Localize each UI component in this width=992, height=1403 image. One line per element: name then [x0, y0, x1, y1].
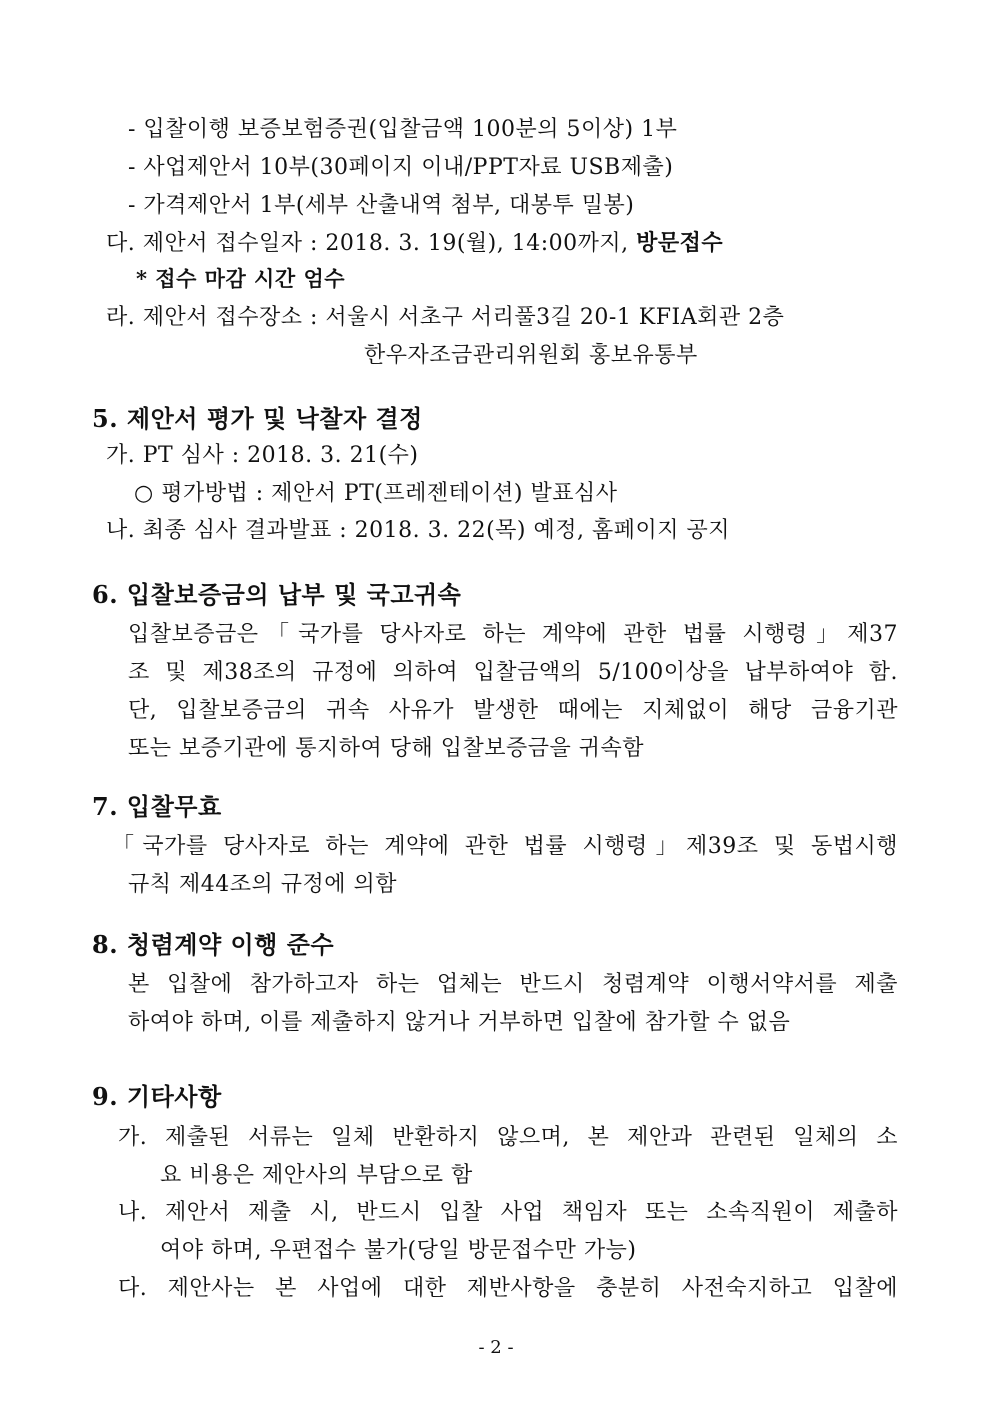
section-8-title: 8. 청렴계약 이행 준수	[92, 930, 335, 959]
section-8-line-2: 하여야 하며, 이를 제출하지 않거나 거부하면 입찰에 참가할 수 없음	[128, 1010, 791, 1035]
section-9-item-b-line-1: 나. 제안서 제출 시, 반드시 입찰 사업 책임자 또는 소속직원이 제출하	[118, 1200, 898, 1225]
section-5-final-result: 나. 최종 심사 결과발표 : 2018. 3. 22(목) 예정, 홈페이지 공지	[106, 518, 730, 543]
section-5-eval-method: ○ 평가방법 : 제안서 PT(프레젠테이션) 발표심사	[134, 481, 618, 506]
deadline-note: * 접수 마감 시간 엄수	[136, 266, 346, 291]
section-6-title: 6. 입찰보증금의 납부 및 국고귀속	[92, 580, 462, 609]
section-6-line-3: 단, 입찰보증금의 귀속 사유가 발생한 때에는 지체없이 해당 금융기관	[128, 698, 898, 723]
receipt-place-line-1: 라. 제안서 접수장소 : 서울시 서초구 서리풀3길 20-1 KFIA회관 2층	[106, 305, 785, 330]
section-9-item-b-line-2: 여야 하며, 우편접수 불가(당일 방문접수만 가능)	[160, 1238, 637, 1263]
section-9-item-a-line-2: 요 비용은 제안사의 부담으로 함	[160, 1163, 473, 1188]
receipt-date-emphasis: 방문접수	[636, 230, 724, 256]
doc-item-proposal: - 사업제안서 10부(30페이지 이내/PPT자료 USB제출)	[128, 155, 674, 180]
receipt-place-line-2: 한우자조금관리위원회 홍보유통부	[364, 343, 698, 368]
section-7-line-2: 규칙 제44조의 규정에 의함	[128, 872, 397, 897]
section-7-line-1: 「국가를 당사자로 하는 계약에 관한 법률 시행령」제39조 및 동법시행	[112, 834, 898, 859]
receipt-date-line	[106, 228, 723, 259]
doc-item-price-proposal: - 가격제안서 1부(세부 산출내역 첨부, 대봉투 밀봉)	[128, 193, 635, 218]
section-9-item-c-line-1: 다. 제안사는 본 사업에 대한 제반사항을 충분히 사전숙지하고 입찰에	[118, 1276, 898, 1301]
section-7-title: 7. 입찰무효	[92, 792, 222, 821]
section-6-line-1: 입찰보증금은「국가를 당사자로 하는 계약에 관한 법률 시행령」제37	[128, 622, 898, 647]
section-9-title: 9. 기타사항	[92, 1082, 222, 1111]
section-5-title: 5. 제안서 평가 및 낙찰자 결정	[92, 404, 423, 433]
section-9-item-a-line-1: 가. 제출된 서류는 일체 반환하지 않으며, 본 제안과 관련된 일체의 소	[118, 1125, 898, 1150]
receipt-date-text: 다. 제안서 접수일자 : 2018. 3. 19(월), 14:00까지,	[106, 231, 637, 256]
page-number: - 2 -	[478, 1337, 514, 1358]
section-6-line-4: 또는 보증기관에 통지하여 당해 입찰보증금을 귀속함	[128, 736, 645, 761]
section-5-item-pt: 가. PT 심사 : 2018. 3. 21(수)	[106, 443, 419, 468]
doc-item-bid-bond: - 입찰이행 보증보험증권(입찰금액 100분의 5이상) 1부	[128, 117, 678, 142]
section-6-line-2: 조 및 제38조의 규정에 의하여 입찰금액의 5/100이상을 납부하여야 함.	[128, 660, 898, 685]
section-8-line-1: 본 입찰에 참가하고자 하는 업체는 반드시 청렴계약 이행서약서를 제출	[128, 972, 898, 997]
